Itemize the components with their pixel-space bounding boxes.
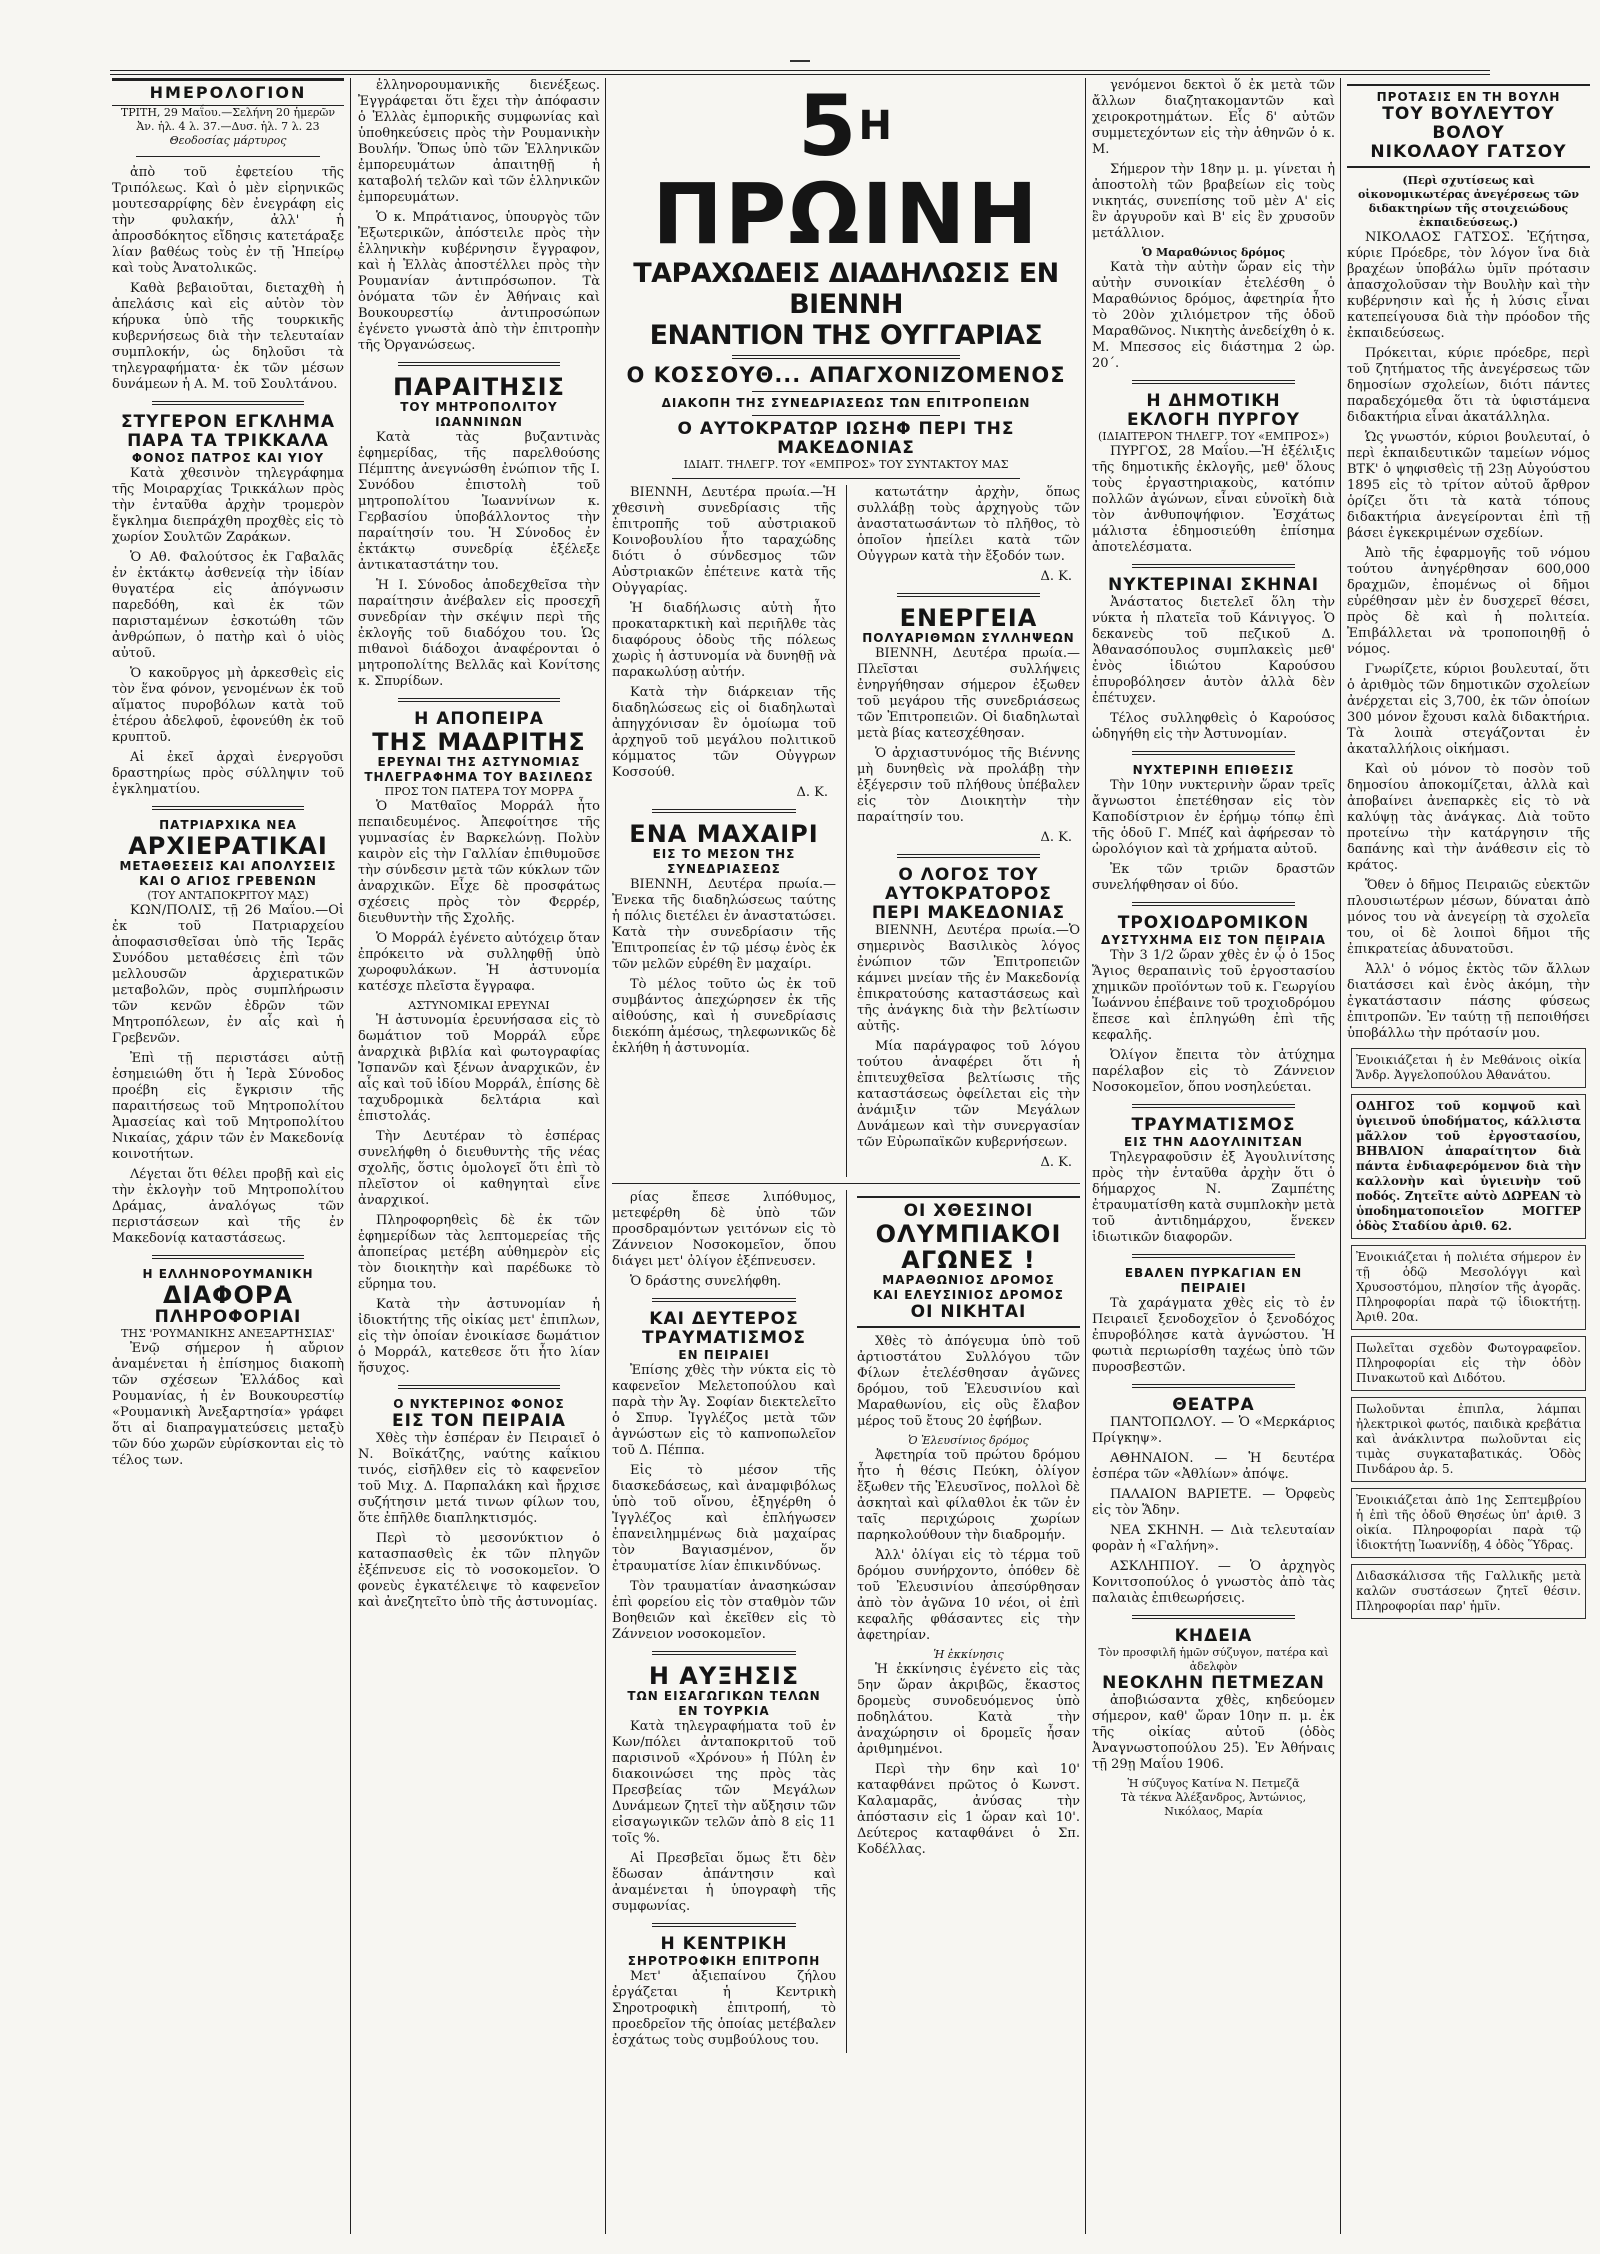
column-2 — [358, 78, 600, 2234]
edition-superscript: Η — [858, 103, 894, 149]
article-text: Ὁ κακοῦργος μὴ ἀρκεσθεὶς εἰς τὸν ἕνα φόνον, γενομένων ἐκ τοῦ αἵματος πυροβόλων κατὰ τοῦ ἐτέρου ἀδελφοῦ, ἐφονεύθη ἐκ τοῦ κρυπτοῦ. — [112, 666, 344, 745]
headline: ΕΙΣ ΤΟΝ ΠΕΙΡΑΙΑ — [392, 1411, 566, 1431]
headline: ΝΥΚΤΕΡΙΝΑΙ ΣΚΗΝΑΙ — [1107, 575, 1320, 595]
article-text: ΒΙΕΝΝΗ, Δευτέρα πρωία.—Πλεῖσται συλλήψεις ἐνηργήθησαν σήμερον ἐξωθεν τοῦ μεγάρου τῆς συνεδριάσεως τῶν Ἐπιτροπειῶν. Οἱ διαδηλωταὶ μετὰ βίας κατεσχέθησαν. — [856, 646, 1080, 741]
headline: ΟΛΥΜΠΙΑΚΟΙ ΑΓΩΝΕΣ ! — [875, 1220, 1062, 1274]
article-text: Κατὰ χθεσινὸν τηλεγράφημα τῆς Μοιραρχίας Τρικκάλων πρὸς τὴν ἐνταῦθα ἀρχὴν τρομερὸν ἔγκλημα διεπράχθη προχθὲς εἰς τὸ χωρίον Σουλτῶν Ζαράκων. — [112, 466, 344, 545]
article-text: Γνωρίζετε, κύριοι βουλευταί, ὅτι ὁ ἀριθμὸς τῶν δημοτικῶν σχολείων ἀνέρχεται εἰς 3,700, ἐκ τῶν ὁποίων 300 μόνον ἔχουσι καλὰ διδακτήρια. Τὰ λοιπὰ στεγάζονται ἐν ἀκαταλλήλοις οἰκήμασι. — [1347, 662, 1590, 757]
subheadline: ΚΑΙ Ο ΑΓΙΟΣ ΓΡΕΒΕΝΩΝ — [139, 874, 317, 888]
article-text: Εἰς τὸ μέσον τῆς διασκεδάσεως, καὶ ἀναμφιβόλως ὑπὸ τοῦ οἴνου, ἐξηγέρθη ὁ Ἰγγλέζος καὶ ἐπλήγωσεν ἐπανειλημμένως διὰ μαχαίρας τὸν Βαγιασμένον, ὅν ἐτραυματίσε λίαν ἐπικινδύνως. — [612, 1463, 836, 1574]
article-text: κατωτάτην ἀρχὴν, ὅπως συλλάβῃ τοὺς ἀρχηγοὺς τῶν ἀναστατωσάντων τὸ πλῆθος, τὸ ὁποῖον ἠπείλει κατὰ τῶν Οὐγγρων κατὰ τὴν ἔξοδόν των. — [856, 485, 1080, 564]
byline: ΙΔΙΑΙΤ. ΤΗΛΕΓΡ. ΤΟΥ «ΕΜΠΡΟΣ» ΤΟΥ ΣΥΝΤΑΚΤΟΥ ΜΑΣ — [683, 458, 1009, 471]
article-text: Ὁ Αθ. Φαλούτσος ἐκ Γαβαλᾶς ἐν ἐκτάκτῳ ἀσθενείᾳ τὴν ἰδίαν θυγατέρα εἰς ἀπόγνωσιν παρεδόθη, καὶ ἐκ τῶν παρισταμένων ἐσκοτώθη τῶν ἀνθρώπων, ὁ πατὴρ καὶ ὁ υἱὸς αὐτοῦ. — [112, 550, 344, 661]
column-1 — [112, 78, 344, 2234]
headline: Η ΕΛΛΗΝΟΡΟΥΜΑΝΙΚΗ — [142, 1267, 314, 1281]
headline: ΠΑΡΑΙΤΗΣΙΣ — [393, 373, 565, 401]
headline: ΟΙ ΧΘΕΣΙΝΟΙ — [903, 1201, 1034, 1221]
article-text: Ὡς γνωστόν, κύριοι βουλευταί, ὁ περὶ ἐκπαιδευτικῶν ταμείων νόμος ΒΤΚ' ὁ ψηφισθεὶς τῇ 23ῃ Αὐγούστου 1895 εἰς τὸ τρίτον αὐτοῦ ἄρθρον ὁρίζει ὅτι τὰ κατὰ τόπους διδακτήρια ἀνεγείρονται ἐπὶ τῇ βάσει ἐγκεκριμένων σχεδίων. — [1347, 430, 1590, 541]
article-text: Ὁ ἀρχιαστυνόμος τῆς Βιέννης μὴ δυνηθεὶς νὰ προλάβῃ τὴν ἐξέγερσιν τοῦ πλήθους ὑπέβαλεν εἰς τὸν Διοικητὴν τὴν παραίτησίν του. — [856, 746, 1080, 825]
column-4 — [1092, 78, 1335, 2234]
subheadline: ΔΥΣΤΥΧΗΜΑ ΕΙΣ ΤΟΝ ΠΕΙΡΑΙΑ — [1101, 933, 1326, 947]
article-text: Ἡ ἀστυνομία ἐρευνήσασα εἰς τὸ δωμάτιον τοῦ Μορράλ εὗρε ἀναρχικὰ βιβλία καὶ φωτογραφίας Ἰσπανῶν καὶ ξένων ἀναρχικῶν, ἐν αἷς καὶ τοῦ ἰδίου Μορράλ, ἐπίσης δὲ ταχυδρομικὰ δελτάρια καὶ ἐπιστολάς. — [358, 1013, 600, 1124]
article-text: Κατὰ τὴν ἀστυνομίαν ἡ ἰδιοκτήτης τῆς οἰκίας μετ' ἐπιπλων, εἰς τὴν ὁποίαν ἐνοικίασε δωμάτιον ὁ Μορράλ, κατεθεσε ὅτι ἦτο λίαν ἥσυχος. — [358, 1297, 600, 1376]
article-text: γενόμενοι δεκτοὶ ὅ ἐκ μετὰ τῶν ἄλλων διαζητακομαντῶν καὶ χειροκροτημάτων. Εἷς δ' αὐτῶν συμμετεχόντων εἰς τὴν ἀθηνῶν ὁ κ. Μ. — [1092, 78, 1335, 157]
article-text: Ἐπίσης χθὲς τὴν νύκτα εἰς τὸ καφενεῖον Μελετοπούλου καὶ παρὰ τὴν Ἁγ. Σοφίαν διεκτελεῖτο ὁ Σπυρ. Ἰγγλέζος μετὰ τῶν ἀγνώστων εἰς τὸ καπνοπωλεῖον τοῦ Δ. Πέππα. — [612, 1363, 836, 1458]
article-text: ΚΩΝ/ΠΟΛΙΣ, τῇ 26 Μαΐου.—Οἱ ἐκ τοῦ Πατριαρχείου ἀποφασισθεῖσαι ὑπὸ τῆς Ἱερᾶς Συνόδου μεταθέσεις ἐπὶ τῶν μελλουσῶν ἀρχιερατικῶν μεταβολῶν, πρὸς συμπλήρωσιν τῶν κενῶν ἐδρῶν τῶν Μητροπόλεων, ἐν αἷς καὶ ἡ Γρεβενῶν. — [112, 903, 344, 1046]
column-rule — [1340, 78, 1341, 2234]
article-text: ΑΣΚΛΗΠΙΟΥ. — Ὁ ἀρχηγὸς Κονιτσοπούλος ὁ γνωστὸς ἀπὸ τὰς παλαιὰς ἐπιθεωρήσεις. — [1092, 1559, 1335, 1606]
article-text: Ὀλίγον ἔπειτα τὸν ἀτύχημα παρέλαβον εἰς τὸ Ζάννειον Νοσοκομεῖον, ὅπου νοσηλεύεται. — [1092, 1048, 1335, 1095]
classified-ad: ΟΔΗΓΟΣ τοῦ κομψοῦ καὶ ὑγιεινοῦ ὑποδήματος, κάλλιστα μᾶλλον τοῦ ἐργοστασίου, ΒΗΒΛΙΟΝ ἀπαραίτητον διὰ πάντα ἐνδιαφερόμενον διὰ τὴν καλλονὴν καὶ ὑγιεινὴν τοῦ ποδός. Ζητεῖτε αὐτὸ ΔΩΡΕΑΝ τὸ ὑποδηματοποιεῖον ΜΟΓΓΕΡ ὁδὸς Σταδίου ἀριθ. 62. — [1351, 1094, 1586, 1239]
headline: ΠΛΗΡΟΦΟΡΙΑΙ — [154, 1307, 302, 1327]
article-text: ρίας ἔπεσε λιπόθυμος, μετεφέρθη δὲ ὑπὸ τῶν προσδραμόντων γειτόνων εἰς τὸ Ζάννειον Νοσοκομεῖον, ὅπου διάγει μετ' ὀλίγον ἐξέπνευσεν. — [612, 1190, 836, 1269]
article-text: Περὶ τὴν 6ην καὶ 10' καταφθάνει πρῶτος ὁ Κωνστ. Καλαμαρᾶς, ἀνύσας τὴν ἀπόστασιν εἰς 1 ὥραν καὶ 10'. Δεύτερος καταφθάνει ὁ Σπ. Κοδέλλας. — [856, 1762, 1080, 1857]
article-text: Καὶ οὐ μόνον τὸ ποσὸν τοῦ δημοσίου ἀποκομίζεται, ἀλλὰ καὶ ἀποβαίνει ἀνεπαρκὲς εἰς τὸ νὰ καλύψῃ τὰς ἀνάγκας. Διὰ τοῦτο προτείνω τὴν κατάργησιν τῆς δαπάνης καὶ τὴν ἀνάθεσιν εἰς τὸ κράτος. — [1347, 762, 1590, 873]
article-text: ΒΙΕΝΝΗ, Δευτέρα πρωία.—Ἡ χθεσινὴ συνεδρίασις τῆς ἐπιτροπῆς τοῦ αὐστριακοῦ Κοινοβουλίου ἦτο ταραχώδης διότι ὁ σύνδεσμος τῶν Αὐστριακῶν ἐπέτεινε κατὰ τῆς Οὐγγαρίας. — [612, 485, 836, 596]
headline: ΠΡΟΤΑΣΙΣ ΕΝ ΤΗ ΒΟΥΛΗ — [1376, 90, 1561, 104]
article-text: Ἐκ τῶν τριῶν δραστῶν συνελήφθησαν οἱ δύο. — [1092, 862, 1335, 893]
calendar-title: ΗΜΕΡΟΛΟΓΙΟΝ — [112, 78, 344, 106]
subheadline: ΕΙΣ ΤΟ ΜΕΣΟΝ ΤΗΣ ΣΥΝΕΔΡΙΑΣΕΩΣ — [652, 847, 796, 876]
article-text: Χθὲς τὴν ἑσπέραν ἐν Πειραιεῖ ὁ Ν. Βοϊκάτζης, ναύτης καΐκιου τινός, εἰσῆλθεν εἰς τὸ καφενεῖον τοῦ Μιχ. Δ. Παρπαλάκη καὶ ἤρχισε συζήτησιν μετά τινων φίλων του, ὅτε ἐπῆλθε διαπληκτισμός. — [358, 1431, 600, 1526]
article-text: ἀπὸ τοῦ ἐφετείου τῆς Τριπόλεως. Καὶ ὁ μὲν εἰρηνικῶς μουτεσαρρίφης δὲν ἐνεγράφη εἰς τὴν φυλακήν, ἀλλ' ἡ ἀπροσδόκητος εἴδησις κατετάραξε λίαν βαθέως τοὺς ἐν τῇ Ἠπείρῳ καὶ τοὺς Ἀνατολικῶς. — [112, 165, 344, 276]
headline: Η ΔΗΜΟΤΙΚΗ — [1146, 391, 1281, 411]
signature: Δ. Κ. — [796, 785, 828, 800]
obituary-name: ΝΕΟΚΛΗΝ ΠΕΤΜΕΖΑΝ — [1102, 1673, 1325, 1693]
headline: ΤΗΣ ΜΑΔΡΙΤΗΣ — [372, 728, 586, 756]
main-subheadline: ΔΙΑΚΟΠΗ ΤΗΣ ΣΥΝΕΔΡΙΑΣΕΩΣ ΤΩΝ ΕΠΙΤΡΟΠΕΙΩΝ — [661, 396, 1031, 410]
article-text: Μετ' ἀξιεπαίνου ζήλου ἐργάζεται ἡ Κεντρικὴ Σηροτροφικὴ ἐπιτροπή, τὸ προεδρεῖον τῆς ὁποίας μετέβαλεν ἐσχάτως τοὺς συμβούλους του. — [612, 1969, 836, 2048]
article-text: Ἀλλ' ὀλίγαι εἰς τὸ τέρμα τοῦ δρόμου συνήρχοντο, ὁπόθεν δὲ τοῦ Ἐλευσινίου ἀπεσύρθησαν ἀπὸ τὸν ἀγῶνα 10 νέοι, οἱ ἐπὶ κεφαλῆς φθάσαντες εἰς τὴν ἀφετηρίαν. — [856, 1548, 1080, 1643]
article-text: Τὸν τραυματίαν ἀνασηκώσαν ἐπὶ φορείου εἰς τὸν σταθμὸν τῶν Βοηθειῶν καὶ ἐκεῖθεν εἰς τὸ Ζάννειον νοσοκομεῖον. — [612, 1579, 836, 1642]
article-text: Πρόκειται, κύριε πρόεδρε, περὶ τοῦ ζητήματος τῆς ἀνεγέρσεως τῶν δημοσίων σχολείων, διότι πάντες παραδεχόμεθα ὅτι τὰ ὑφιστάμενα διδακτήρια εἶναι ἀκατάλληλα. — [1347, 346, 1590, 425]
subheadline: ΤΗΣ 'ΡΟΥΜΑΝΙΚΗΣ ΑΝΕΞΑΡΤΗΣΙΑΣ' — [121, 1327, 335, 1340]
subheadline: ΕΝ ΤΟΥΡΚΙΑ — [678, 1704, 770, 1718]
subheadline: ΟΙ ΝΙΚΗΤΑΙ — [910, 1302, 1027, 1322]
column-rule — [1085, 78, 1086, 2234]
article-text: ΠΑΝΤΟΠΩΛΟΥ. — Ὁ «Μερκάριος Πρίγκηψ». — [1092, 1415, 1335, 1446]
article-text: Ὁ Ματθαῖος Μορράλ ἦτο πεπαιδευμένος. Ἀπεφοίτησε τῆς γυμνασίας ἐν Βαρκελώνῃ. Πολὺν καιρὸν εἰς τὴν Γαλλίαν ἐπιθυμοῦσε τὴν σύνδεσιν μετὰ τῶν κύκλων τῶν ἀναρχικῶν. Εἶχε δὲ προσφάτως σχέσεις πρὸς τὸν Φερρέρ, διευθυντὴν τῆς Σχολῆς. — [358, 799, 600, 926]
subheadline: ΚΑΙ ΕΛΕΥΣΙΝΙΟΣ ΔΡΟΜΟΣ — [873, 1288, 1064, 1302]
article-text: Τὴν Δευτέραν τὸ ἑσπέρας συνελήφθη ὁ διευθυντὴς τῆς νέας σχολῆς, ὅστις ὁμολογεῖ ὅτι ἐπὶ τὸ πλεῖστον οἱ καθηγηταὶ εἶνε ἀναρχικοί. — [358, 1129, 600, 1208]
article-text: Τὸν προσφιλῆ ἡμῶν σύζυγον, πατέρα καὶ ἀδελφὸν — [1098, 1646, 1329, 1673]
article-text: ΝΕΑ ΣΚΗΝΗ. — Διὰ τελευταίαν φορὰν ἡ «Γαλήνη». — [1092, 1523, 1335, 1554]
byline: (ΙΔΙΑΙΤΕΡΟΝ ΤΗΛΕΓΡ. ΤΟΥ «ΕΜΠΡΟΣ») — [1098, 430, 1329, 443]
signature: Ἡ σύζυγος Κατίνα Ν. Πετμεζᾶ — [1127, 1777, 1300, 1790]
lower-column-right — [857, 1190, 1080, 2053]
article-text: Κατὰ τηλεγραφήματα τοῦ ἐν Κων/πόλει ἀνταποκριτοῦ τοῦ παρισινοῦ «Χρόνου» ἡ Πύλη ἐν διακοινώσει της πρὸς τὰς Πρεσβείας τῶν Μεγάλων Δυνάμεων ζητεῖ τὴν αὔξησιν τῶν εἰσαγωγικῶν τελῶν ἀπὸ 8 εἰς 11 τοῖς %. — [612, 1719, 836, 1846]
article-text: ΒΙΕΝΝΗ, Δευτέρα πρωία.—Ἐνεκα τῆς διαδηλώσεως ταύτης ἡ πόλις διετέλει ἐν ἀναστατώσει. Κατὰ τὴν συνεδρίασιν τῆς Ἐπιτροπείας ἐν τῷ μέσῳ ἑνὸς ἐκ τῶν μελῶν εὑρέθη ἓν μαχαίρι. — [612, 877, 836, 972]
byline: (ΤΟΥ ΑΝΤΑΠΟΚΡΙΤΟΥ ΜΑΣ) — [147, 889, 309, 902]
article-text: Ἐπὶ τῇ περιστάσει αὐτῇ ἐσημειώθη ὅτι ἡ Ἱερὰ Σύνοδος προέβη εἰς ἔγκρισιν τῆς παραιτήσεως τοῦ Μητροπολίτου Ἀμασείας καὶ τοῦ Μητροπολίτου Νικαίας, χάριν τῶν ἐν Μακεδονίᾳ κοινοτήτων. — [112, 1051, 344, 1162]
article-text: Ὅθεν ὁ δῆμος Πειραιῶς εὐεκτῶν πλουσιωτέρων μέσων, δύναται ἀπὸ μόνος του νὰ ἀνεγείρῃ τὰ σχολεῖα του, οἱ δὲ λοιποὶ δῆμοι τῆς ἐπικρατείας ἀδυνατοῦσι. — [1347, 878, 1590, 957]
subheadline: ΤΩΝ ΕΙΣΑΓΩΓΙΚΩΝ ΤΕΛΩΝ — [627, 1689, 821, 1703]
article-text: Ἡ ἐκκίνησις ἐγένετο εἰς τὰς 5ην ὥραν ἀκριβῶς, ἕκαστος δρομεὺς συνοδευόμενος ὑπὸ ποδηλάτου. Κατὰ τὴν ἀναχώρησιν οἱ δρομεῖς ἦσαν ἀριθμημένοι. — [856, 1662, 1080, 1757]
article-text: ΑΘΗΝΑΙΟΝ. — Ἡ δευτέρα ἐσπέρα τῶν «Ἀθλίων» ἀπόψε. — [1092, 1451, 1335, 1482]
column-rule — [605, 78, 606, 2234]
headline: ΕΝΕΡΓΕΙΑ — [899, 604, 1038, 632]
article-text: Καθὰ βεβαιοῦται, διεταχθὴ ἡ ἀπελάσις καὶ εἰς αὐτὸν τὸν κήρυκα ὑπὸ τῆς τουρκικῆς κυβερνήσεως διὰ τὴν τελευταίαν συμπλοκήν, ὡς δηλοῦσι τὰ τηλεγραφήματα· ἐκ τῶν μέσων δυνάμεων ἡ Α. Μ. τοῦ Σουλτάνου. — [112, 281, 344, 392]
classified-ad: Ἐνοικιάζεται ἀπὸ 1ης Σεπτεμβρίου ἡ ἐπὶ τῆς ὁδοῦ Θησέως ὑπ' ἀριθ. 3 οἰκία. Πληροφορίαι παρὰ τῷ ἰδιοκτήτῃ Ἰωαννίδῃ, 4 ὁδὸς Ὕδρας. — [1351, 1488, 1586, 1558]
subheadline: ΣΗΡΟΤΡΟΦΙΚΗ ΕΠΙΤΡΟΠΗ — [627, 1954, 821, 1968]
lower-column-left — [612, 1190, 836, 2053]
main-subheadline: Ο ΑΥΤΟΚΡΑΤΩΡ ΙΩΣΗΦ ΠΕΡΙ ΤΗΣ ΜΑΚΕΔΟΝΙΑΣ — [677, 419, 1015, 458]
headline: Η ΚΕΝΤΡΙΚΗ — [660, 1934, 788, 1954]
headline: ΣΤΥΓΕΡΟΝ ΕΓΚΛΗΜΑ — [120, 412, 336, 432]
article-text: Τὸ μέλος τοῦτο ὡς ἐκ τοῦ συμβάντος ἀπεχώρησεν ἐκ τῆς αἰθούσης, καὶ ἡ συνεδρίασις διεκόπη ἀμέσως, τηλεφωνικῶς δὲ ἐκλήθη ἡ ἀστυνομία. — [612, 977, 836, 1056]
edition-number: 5 — [798, 78, 859, 175]
article-text: Χθὲς τὸ ἀπόγευμα ὑπὸ τοῦ ἀρτιοστάτου Συλλόγου τῶν Φίλων ἐτελέσθησαν ἀγῶνες δρόμου, τοῦ Ἐλευσινίου καὶ Μαραθωνίου, εἰς οὓς ἔλαβον μέρος τοῦ ἔτους 20 ἐφήβων. — [856, 1334, 1080, 1429]
subheadline: ΦΟΝΟΣ ΠΑΤΡΟΣ ΚΑΙ ΥΙΟΥ — [131, 451, 325, 465]
signature: Δ. Κ. — [1040, 569, 1072, 584]
edition-banner — [612, 78, 1080, 263]
calendar-sun: Ἀν. ἡλ. 4 λ. 37.—Δυσ. ἡλ. 7 λ. 23 — [136, 120, 320, 133]
headline: Ο ΝΥΚΤΕΡΙΝΟΣ ΦΟΝΟΣ — [393, 1397, 565, 1411]
headline: ΤΡΟΧΙΟΔΡΟΜΙΚΟΝ — [1117, 913, 1310, 933]
signature: Τὰ τέκνα Ἀλέξανδρος, Ἀντώνιος, Νικόλαος, Μαρία — [1120, 1791, 1307, 1818]
headline: ΠΑΡΑ ΤΑ ΤΡΙΚΚΑΛΑ — [127, 431, 329, 451]
article-text: Αἱ ἐκεῖ ἀρχαὶ ἐνεργοῦσι δραστηρίως πρὸς σύλληψιν τοῦ ἐγκληματίου. — [112, 750, 344, 797]
headline: Η ΑΠΟΠΕΙΡΑ — [414, 709, 544, 729]
classified-ad: Πωλεῖται σχεδὸν Φωτογραφεῖον. Πληροφορίαι εἰς τὴν ὁδὸν Πινακωτοῦ καὶ Διδότου. — [1351, 1336, 1586, 1391]
headline: ΚΗΔΕΙΑ — [1174, 1626, 1253, 1646]
article-text: Τέλος συλληφθεὶς ὁ Καρούσος ὡδηγήθη εἰς τὴν Ἀστυνομίαν. — [1092, 711, 1335, 742]
article-text: ΝΙΚΟΛΑΟΣ ΓΑΤΣΟΣ. Ἐζήτησα, κύριε Πρόεδρε, τὸν λόγον ἵνα διὰ βραχέων ὑποβάλω ὑμῖν πρότασιν ἀπασχολοῦσαν τὴν Βουλὴν καὶ τὴν κυβέρνησιν καὶ ἧς ἡ λύσις εἶναι κατεπείγουσα διὰ τὴν πρόοδον τῆς ἐκπαιδεύσεως. — [1347, 230, 1590, 341]
main-headline: ΤΑΡΑΧΩΔΕΙΣ ΔΙΑΔΗΛΩΣΙΣ ΕΝ ΒΙΕΝΝΗ — [633, 258, 1059, 320]
headline: ΘΕΑΤΡΑ — [1172, 1395, 1255, 1415]
top-ornament — [790, 60, 810, 62]
article-text: Κατὰ τὴν αὐτὴν ὥραν εἰς τὴν αὐτὴν συνοικίαν ἐτελέσθη ὁ Μαραθώνιος δρόμος, ἀφετηρία ἦτο τὸ 20ὸν χιλιόμετρον τῆς ὁδοῦ Μαραθῶνος. Νικητὴς ἀνεδείχθη ὁ κ. Μ. Μπεσσος εἰς διάστημα 2 ὡρ. 20΄. — [1092, 260, 1335, 371]
headline: ΤΟΥ ΒΟΥΛΕΥΤΟΥ ΒΟΛΟΥ — [1382, 104, 1555, 143]
headline: ΔΙΑΦΟΡΑ — [162, 1281, 294, 1309]
article-text: Περὶ τὸ μεσονύκτιον ὁ κατασπασθεὶς ἐκ τῶν πληγῶν ἐξέπνευσε εἰς τὸ νοσοκομεῖον. Ὁ φονεὺς ἐγκατέλειψε τὸ καφενεῖον καὶ ἀνεζητεῖτο ὑπὸ τῆς ἀστυνομίας. — [358, 1531, 600, 1610]
article-text: ἑλληνορουμανικῆς διενέξεως. Ἐγγράφεται ὅτι ἔχει τὴν ἀπόφασιν ὁ Ἑλλὰς ἐμπορικῆς συμφωνίας καὶ ὑποθηκεύσεις πρὸς τὴν Ρουμανικὴν Βουλήν. Ὅπως ὑπὸ τῶν Ἑλληνικῶν ἐμπορευμάτων ἀπαιτηθῇ ἡ καταβολή τελῶν καὶ τῶν ἑλληνικῶν ἐμπορευμάτων. — [358, 78, 600, 205]
article-text: Πληροφορηθεὶς δὲ ἐκ τῶν ἐφημερίδων τὰς λεπτομερείας τῆς ἀποπείρας μετέβη αὐθημερὸν εἰς τὸν διοικητὴν καὶ παρέδωκε τὸ εὕρημα του. — [358, 1213, 600, 1292]
article-text: ΒΙΕΝΝΗ, Δευτέρα πρωία.—Ὁ σημερινὸς Βασιλικὸς λόγος ἐνώπιον τῶν Ἐπιτροπειῶν κάμνει μνείαν τῆς ἐν Μακεδονίᾳ ἐπικρατούσης καταστάσεως καὶ τῆς ἀνάγκης διὰ τὴν βελτίωσιν αὐτῆς. — [856, 923, 1080, 1034]
headline: ΤΡΑΥΜΑΤΙΣΜΟΣ — [641, 1328, 807, 1348]
article-text: Τηλεγραφοῦσιν ἐξ Ἀγουλινίτσης πρὸς τὴν ἐνταῦθα ἀρχὴν ὅτι ὁ δήμαρχος Ν. Ζαμπέτης ἐτραυματίσθη κατὰ συμπλοκὴν μετὰ τοῦ ἀντιδημάρχου, ἕνεκεν ἰδιωτικῶν διαφορῶν. — [1092, 1150, 1335, 1245]
article-text: Μία παράγραφος τοῦ λόγου τούτου ἀναφέρει ὅτι ἡ ἐπιτευχθεῖσα βελτίωσις τῆς καταστάσεως ὀφείλεται εἰς τὴν ἀνάμιξιν τῶν Μεγάλων Δυνάμεων καὶ τὴν συνεργασίαν τῶν Εὐρωπαϊκῶν κυβερνήσεων. — [856, 1039, 1080, 1150]
subheadline: ΕΡΕΥΝΑΙ ΤΗΣ ΑΣΤΥΝΟΜΙΑΣ — [377, 755, 581, 769]
article-text: Ἐνῷ σήμερον ἡ αὔριον ἀναμένεται ἡ ἐπίσημος διακοπὴ τῶν σχέσεων Ἑλλάδος καὶ Ρουμανίας, ἡ ἐν Βουκουρεστίῳ «Ρουμανικὴ Ἀνεξαρτησία» γράφει ὅτι αἱ διαπραγματεύσεις μεταξὺ τῶν δύο χωρῶν εὑρίσκονται εἰς τὸ τέλος των. — [112, 1341, 344, 1468]
article-text: Ἡ Ι. Σύνοδος ἀποδεχθεῖσα τὴν παραίτησιν ἀνέβαλεν εἰς προσεχῆ συνεδρίαν τὴν σκέψιν περὶ τῆς ἐκλογῆς τοῦ διαδόχου του. Ὡς πιθανοὶ διάδοχοι ἀναφέρονται ὁ μητροπολίτης Βελλᾶς καὶ Κονίτσης κ. Σπυρίδων. — [358, 578, 600, 689]
article-text: Κατὰ τὰς βυζαντινὰς ἐφημερίδας, τῆς παρελθούσης Πέμπτης ἀνεγνώσθη ἐνώπιον τῆς Ι. Συνόδου ἐπιστολὴ τοῦ μητροπολίτου Ἰωαννίνων κ. Γερβασίου ὑποβάλλοντος τὴν παραίτησίν του. Ἡ Σύνοδος ἐν ἐκτάκτῳ συνεδρίᾳ ἐξέλεξε ἀντικαταστάτην του. — [358, 430, 600, 573]
article-text: Τὰ χαράγματα χθὲς εἰς τὸ ἐν Πειραιεῖ ξενοδοχεῖον ὁ ξενοδόχος ἐπυροβόλησε κατὰ ἀγνώστου. Ἡ φωτιὰ περιωρίσθη ταχέως ὑπὸ τῶν πυροσβεστῶν. — [1092, 1296, 1335, 1375]
main-subheadline: Ο ΚΟΣΣΟΥΘ... ΑΠΑΓΧΟΝΙΖΟΜΕΝΟΣ — [626, 363, 1066, 387]
column-3 — [612, 78, 1080, 2234]
column-rule — [350, 78, 351, 2234]
article-text: ἀποβιώσαντα χθὲς, κηδεύομεν σήμερον, καθ' ὥραν 10ην π. μ. ἐκ τῆς οἰκίας αὐτοῦ (ὁδὸς Ἀναγνωστοπούλου 25). Ἐν Ἀθήναις τῇ 29ῃ Μαΐου 1906. — [1092, 1693, 1335, 1772]
subheadline: ΠΡΟΣ ΤΟΝ ΠΑΤΕΡΑ ΤΟΥ ΜΟΡΡΑ — [384, 785, 574, 798]
article-text: Ὁ κ. Μπράτιανος, ὑπουργὸς τῶν Ἐξωτερικῶν, ἀπόστειλε πρὸς τὴν ἑλληνικὴν κυβέρνησιν ἔγγραφον, καὶ ἡ Ἑλλὰς ἀποστέλλει πρὸς τὴν Ρουμανίαν ἀντιπρόσωπον. Τὰ ὀνόματα τῶν ἐν Ἀθήναις καὶ Βουκουρεστίῳ ἀντιπροσώπων ἐγένετο γνωστὰ ἀπὸ τὴν ἐπιτροπὴν τῆς Ὀργανώσεως. — [358, 210, 600, 353]
parliament-box — [1347, 84, 1590, 168]
main-headline: ΕΝΑΝΤΙΟΝ ΤΗΣ ΟΥΓΓΑΡΙΑΣ — [649, 320, 1043, 351]
article-text: Ἀφετηρία τοῦ πρώτου δρόμου ἦτο ἡ θέσις Πεύκη, ὀλίγον ἔξωθεν τῆς Ἐλευσῖνος, πολλοὶ δὲ ἀσκηταὶ καὶ φίλαθλοι ἐκ τῶν ἐν ταῖς περιχώροις χωρίων παρηκολούθουν τὴν διαδρομήν. — [856, 1448, 1080, 1543]
classified-ad: Διδασκάλισσα τῆς Γαλλικῆς μετὰ καλῶν συστάσεων ζητεῖ θέσιν. Πληροφορίαι παρ' ἡμῖν. — [1351, 1564, 1586, 1619]
signature: Δ. Κ. — [1040, 830, 1072, 845]
lead-column-left — [612, 485, 836, 1177]
article-text: Τὴν 10ην νυκτερινὴν ὥραν τρεῖς ἄγνωστοι ἐπετέθησαν εἰς τὸν Καποδίστριον ἐν ἐρήμῳ τόπῳ ἐπὶ τῆς ὁδοῦ Γ. Μπέζ καὶ ἀφήρεσαν τὸ ὡρολόγιον καὶ τὰ χρήματα αὐτοῦ. — [1092, 778, 1335, 857]
subheadline: Ἡ ἐκκίνησις — [933, 1648, 1004, 1661]
olympic-box — [857, 1196, 1080, 1328]
lead-columns — [612, 485, 1080, 1177]
subheadline: ΕΝ ΠΕΙΡΑΙΕΙ — [678, 1348, 770, 1362]
article-text: Ὁ Μορράλ ἐγένετο αὐτόχειρ ὅταν ἐπρόκειτο νὰ συλληφθῇ ὑπὸ χωροφυλάκων. Ἡ ἀστυνομία κατέσχε πλεῖστα ἔγγραφα. — [358, 931, 600, 994]
article-text: Ὁ δράστης συνελήφθη. — [630, 1274, 782, 1289]
headline: ΠΕΡΙ ΜΑΚΕΔΟΝΙΑΣ — [871, 903, 1066, 923]
article-text: Κατὰ τὴν διάρκειαν τῆς διαδηλώσεως εἰς οἱ διαδηλωταὶ ἀπηγχόνισαν ἓν ὁμοίωμα τοῦ ἀρχηγοῦ τοῦ μεγάλου πολιτικοῦ κόμματος τῶν Οὐγγρων Κοσσούθ. — [612, 685, 836, 780]
subheadline: ΤΟΥ ΜΗΤΡΟΠΟΛΙΤΟΥ ΙΩΑΝΝΙΝΩΝ — [400, 400, 558, 429]
headline: ΕΚΛΟΓΗ ΠΥΡΓΟΥ — [1127, 410, 1300, 430]
lead-column-right — [857, 485, 1080, 1177]
signature: Δ. Κ. — [1040, 1155, 1072, 1170]
article-text: Λέγεται ὅτι θέλει προβῇ καὶ εἰς τὴν ἐκλογὴν τοῦ Μητροπολίτου Δράμας, ἀναλόγως τῶν περιστάσεων καὶ τῆς ἐν Μακεδονίᾳ καταστάσεως. — [112, 1167, 344, 1246]
headline: ΤΡΑΥΜΑΤΙΣΜΟΣ — [1131, 1115, 1296, 1135]
article-text: Σήμερον τὴν 18ην μ. μ. γίνεται ἡ ἀποστολὴ τῶν βραβείων εἰς τοὺς νικητάς, συνεπίσης τοῦ μὲν Α' εἰς ἓν ἀργυροῦν καὶ Β' εἰς ἓν χρυσοῦν μετάλλιον. — [1092, 162, 1335, 241]
headline: ΕΒΑΛΕΝ ΠΥΡΚΑΓΙΑΝ ΕΝ ΠΕΙΡΑΙΕΙ — [1124, 1266, 1303, 1295]
headline: ΚΑΙ ΔΕΥΤΕΡΟΣ — [649, 1309, 799, 1329]
classified-ad: Πωλοῦνται ἐπιπλα, λάμπαι ἠλεκτρικοὶ φωτός, παιδικὰ κρεβάτια καὶ ἀνάκλιντρα πωλοῦνται εἰς τιμὰς συγκαταβατικάς. Ὁδὸς Πινδάρου ἀρ. 5. — [1351, 1397, 1586, 1482]
headline: ΝΙΚΟΛΑΟΥ ΓΑΤΣΟΥ — [1370, 142, 1567, 162]
article-text: ΠΥΡΓΟΣ, 28 Μαΐου.—Ἡ ἐξέλιξις τῆς δημοτικῆς ἐκλογῆς, μεθ' ὅλους τοὺς ἐργαστηριακοὺς, κατόπιν πολλῶν ἀγώνων, εἶναι εὐνοϊκὴ διὰ τὸν ἀνθυποψήφιον. Ἐσχάτως μάλιστα ἐδημοσιεύθη ἐπίσημα ἀποτελέσματα. — [1092, 444, 1335, 555]
article-text: Τὴν 3 1/2 ὥραν χθὲς ἐν ᾧ ὁ 15ος Ἅγιος θεραπαινὶς τοῦ ἐργοστασίου χημικῶν προϊόντων τοῦ κ. Γεωργίου Ἰωάννου ἐπέβαινε τοῦ τροχιοδρόμου ἔπεσε καὶ ἐπληγώθη ἐπὶ τῆς κεφαλῆς. — [1092, 948, 1335, 1043]
headline: Η ΑΥΞΗΣΙΣ — [648, 1662, 800, 1690]
subheadline: ΜΕΤΑΘΕΣΕΙΣ ΚΑΙ ΑΠΟΛΥΣΕΙΣ — [119, 859, 337, 873]
subheadline: Ὁ Ἐλευσίνιος δρόμος — [908, 1434, 1029, 1447]
subheadline: ΑΣΤΥΝΟΜΙΚΑΙ ΕΡΕΥΝΑΙ — [408, 999, 550, 1012]
subheadline: (Περὶ σχυτίσεως καὶ οἰκονομικωτέρας ἀνεγέρσεως τῶν διδακτηρίων τῆς στοιχειώδους ἐκπαιδεύσεως.) — [1357, 174, 1580, 229]
article-text: ΠΑΛΑΙΟΝ ΒΑΡΙΕΤΕ. — Ὀρφεὺς εἰς τὸν Ἅδην. — [1092, 1487, 1335, 1518]
top-rule — [110, 70, 1490, 75]
subheadline: ΕΙΣ ΤΗΝ ΑΔΟΥΛΙΝΙΤΣΑΝ — [1124, 1135, 1303, 1149]
subheadline: ΠΟΛΥΑΡΙΘΜΩΝ ΣΥΛΛΗΨΕΩΝ — [862, 631, 1075, 645]
calendar-saint: Θεοδοσίας μάρτυρος — [169, 134, 287, 147]
headline: ΝΥΧΤΕΡΙΝΗ ΕΠΙΘΕΣΙΣ — [1132, 763, 1295, 777]
subheadline: ΤΗΛΕΓΡΑΦΗΜΑ ΤΟΥ ΒΑΣΙΛΕΩΣ — [364, 770, 594, 784]
lower-columns — [612, 1190, 1080, 2053]
headline: ΠΑΤΡΙΑΡΧΙΚΑ ΝΕΑ — [159, 818, 297, 832]
article-text: Αἱ Πρεσβεῖαι ὅμως ἔτι δὲν ἔδωσαν ἀπάντησιν καὶ ἀναμένεται ἡ ὑπογραφὴ τῆς συμφωνίας. — [612, 1851, 836, 1914]
classified-ad: Ἐνοικιάζεται ἡ ἐν Μεθάνοις οἰκία Ἄνδρ. Ἀγγελοπούλου Ἀθανάτου. — [1351, 1048, 1586, 1088]
classified-ad: Ἐνοικιάζεται ἡ πολιέτα σήμερον ἐν τῇ ὁδῷ Μεσολόγγι καὶ Χρυσοστόμου, πλησίον τῆς ἀγορᾶς. Πληροφορίαι παρὰ τῷ ἰδιοκτήτῃ. Ἀριθ. 20α. — [1351, 1245, 1586, 1330]
article-text: Ἀπὸ τῆς ἐφαρμογῆς τοῦ νόμου τούτου ἀνηγέρθησαν 600,000 δραχμῶν, ἐπομένως οἱ δῆμοι εὑρέθησαν μὲν ἐν δυσχερεῖ θέσει, πρὸς δὲ καὶ ἡ πολιτεία. Ἐπιβάλλεται νὰ τροποποιηθῇ ὁ νόμος. — [1347, 546, 1590, 657]
article-text: Ἡ διαδήλωσις αὐτὴ ἦτο προκαταρκτικὴ καὶ περιῆλθε τὰς διαφόρους ὁδοὺς τῆς πόλεως χωρὶς ἡ ἀστυνομία νὰ δυνηθῇ νὰ παρακωλύσῃ αὐτήν. — [612, 601, 836, 680]
column-5 — [1347, 78, 1590, 2234]
article-text: Ἀνάστατος διετελεῖ ὅλη τὴν νύκτα ἡ πλατεῖα τοῦ Κάνιγγος. Ὁ δεκανεὺς τοῦ πεζικοῦ Δ. Ἀθανασόπουλος συμπλακεὶς μεθ' ἑνὸς ἰδιώτου Καρούσου ἐπυροβόλησεν ἀυτὸν ἀλλὰ δὲν ἐπέτυχεν. — [1092, 595, 1335, 706]
subheadline: Ὁ Μαραθώνιος δρόμος — [1141, 246, 1286, 259]
subheadline: ΜΑΡΑΘΩΝΙΟΣ ΔΡΟΜΟΣ — [882, 1273, 1055, 1287]
headline: ΑΡΧΙΕΡΑΤΙΚΑΙ — [128, 832, 328, 860]
article-text: Ἀλλ' ὁ νόμος ἐκτὸς τῶν ἄλλων διατάσσει καὶ ἑνὸς ἀκόμη, τὴν ἐγκατάστασιν πάσης φύσεως ἐπιτροπῶν. Ἐν ταύτῃ τῇ πεποιθήσει ὑποβάλλω τὴν πρότασίν μου. — [1347, 962, 1590, 1041]
calendar-date: ΤΡΙΤΗ, 29 Μαΐου.—Σελήνη 20 ἡμερῶν — [120, 106, 336, 119]
headline: Ο ΛΟΓΟΣ ΤΟΥ ΑΥΤΟΚΡΑΤΟΡΟΣ — [885, 865, 1052, 904]
edition-word: ΠΡΩΙΝΗ — [652, 165, 1040, 263]
headline: ΕΝΑ ΜΑΧΑΙΡΙ — [629, 820, 819, 848]
